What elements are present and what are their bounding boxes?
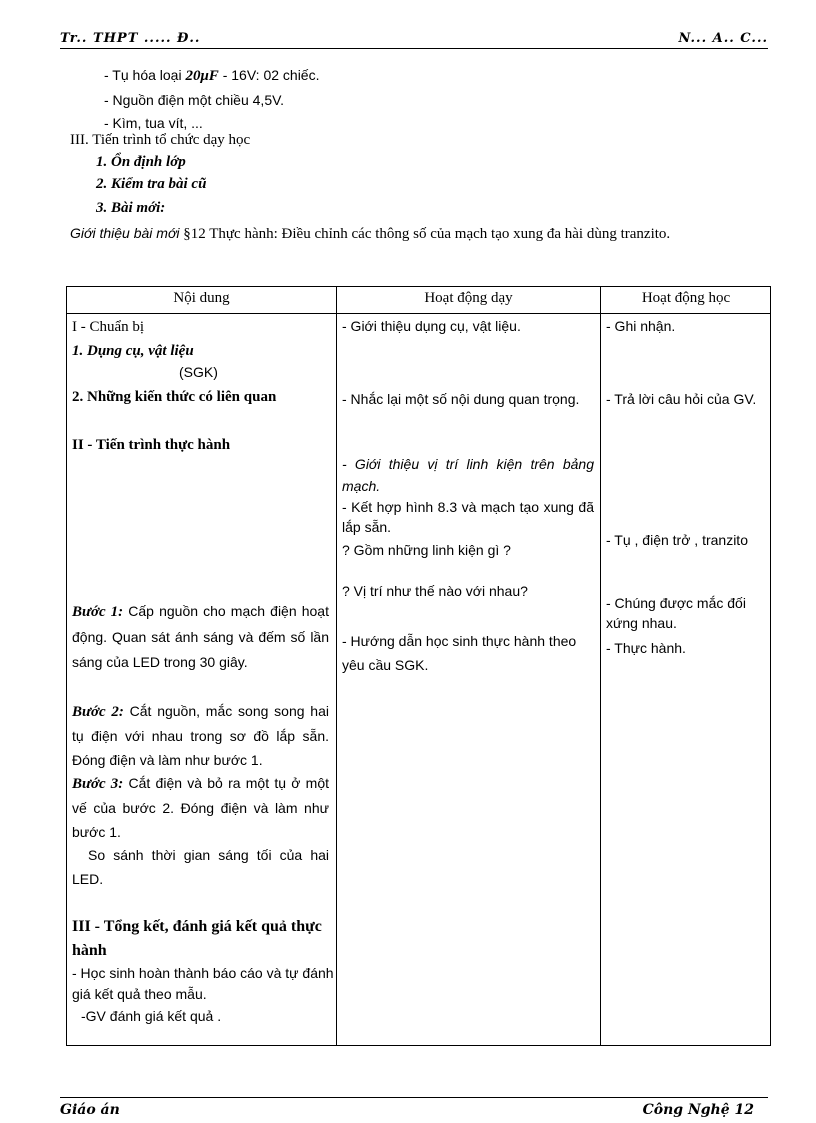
- content-knowledge: 2. Những kiến thức có liên quan: [72, 389, 277, 405]
- step-1: 1. Ổn định lớp: [96, 154, 186, 170]
- learn-note: - Ghi nhận.: [606, 318, 676, 334]
- lesson-intro: [70, 222, 767, 245]
- footer-right: Công Nghệ 12: [642, 1102, 754, 1118]
- step-bước-3: Bước 3: Cắt điện và bỏ ra một tụ ở một vế của bước 2. Đóng điện và làm như bước 1.: [72, 775, 329, 840]
- capacitor-value: 20μF: [185, 68, 219, 84]
- compare-note: So sánh thời gian sáng tối của hai LED.: [72, 847, 329, 887]
- teach-guide: - Hướng dẫn học sinh thực hành theo yêu cầu SGK.: [342, 633, 577, 673]
- teach-question-components: ? Gồm những linh kiện gì ?: [342, 542, 511, 558]
- teach-board: - Giới thiệu vị trí linh kiện trên bảng mạch.: [342, 456, 594, 494]
- learn-practice: - Thực hành.: [606, 640, 686, 656]
- page-header: [60, 28, 768, 49]
- content-process: II - Tiến trình thực hành: [72, 437, 231, 453]
- teach-question-position: ? Vị trí như thế nào với nhau?: [342, 583, 528, 599]
- step-3: 3. Bài mới:: [96, 200, 166, 216]
- teach-figure: - Kết hợp hình 8.3 và mạch tạo xung đã lắp sẵn.: [342, 499, 594, 535]
- summary-teacher: -GV đánh giá kết quả .: [81, 1008, 222, 1024]
- lesson-table: [66, 286, 771, 1046]
- page-footer: [60, 1097, 768, 1118]
- header-divider: [67, 313, 770, 314]
- summary-students: - Học sinh hoàn thành báo cáo và tự đánh giá kết quả theo mẫu.: [72, 965, 334, 1002]
- teach-intro-tools: - Giới thiệu dụng cụ, vật liệu.: [342, 318, 521, 334]
- intro-lead: Giới thiệu bài mới: [70, 225, 180, 241]
- col-divider: [336, 287, 337, 1045]
- section-title: III. Tiến trình tổ chức dạy học: [70, 132, 251, 148]
- material-power: - Nguồn điện một chiều 4,5V.: [104, 92, 285, 108]
- header-teacher: N... A.. C...: [678, 31, 768, 46]
- material-capacitor: - Tụ hóa loại 20μF - 16V: 02 chiếc.: [104, 67, 320, 84]
- step-bước-1: Bước 1: Cấp nguồn cho mạch điện hoạt động. Quan sát ánh sáng và đếm số lần sáng của LED trong 30 giây.: [72, 603, 329, 670]
- header-hoat-dong-hoc: Hoạt động học: [641, 290, 731, 306]
- content-sgk: (SGK): [179, 364, 218, 380]
- content-summary: III - Tổng kết, đánh giá kết quả thực hành: [72, 918, 322, 959]
- learn-symmetric: - Chúng được mắc đối xứng nhau.: [606, 595, 746, 631]
- header-school: Tr.. THPT ..... Đ..: [60, 31, 201, 46]
- material-tools: - Kìm, tua vít, ...: [104, 115, 203, 131]
- step-2: 2. Kiểm tra bài cũ: [96, 176, 207, 192]
- step-bước-2: Bước 2: Cắt nguồn, mắc song song hai tụ điện với nhau trong sơ đồ lắp sẵn. Đóng điện và làm như bước 1.: [72, 703, 329, 768]
- col-divider: [600, 287, 601, 1045]
- content-tools: 1. Dụng cụ, vật liệu: [72, 343, 194, 359]
- learn-answer: - Trả lời câu hỏi của GV.: [606, 391, 757, 407]
- intro-text: §12 Thực hành: Điều chỉnh các thông số của mạch tạo xung đa hài dùng tranzito.: [179, 226, 671, 242]
- header-hoat-dong-day: Hoạt động dạy: [424, 290, 513, 306]
- teach-recall: - Nhắc lại một số nội dung quan trọng.: [342, 391, 580, 407]
- header-noi-dung: Nội dung: [173, 290, 230, 306]
- learn-components: - Tụ , điện trở , tranzito: [606, 532, 748, 548]
- footer-left: Giáo án: [60, 1102, 120, 1118]
- content-prep: I - Chuẩn bị: [72, 319, 145, 335]
